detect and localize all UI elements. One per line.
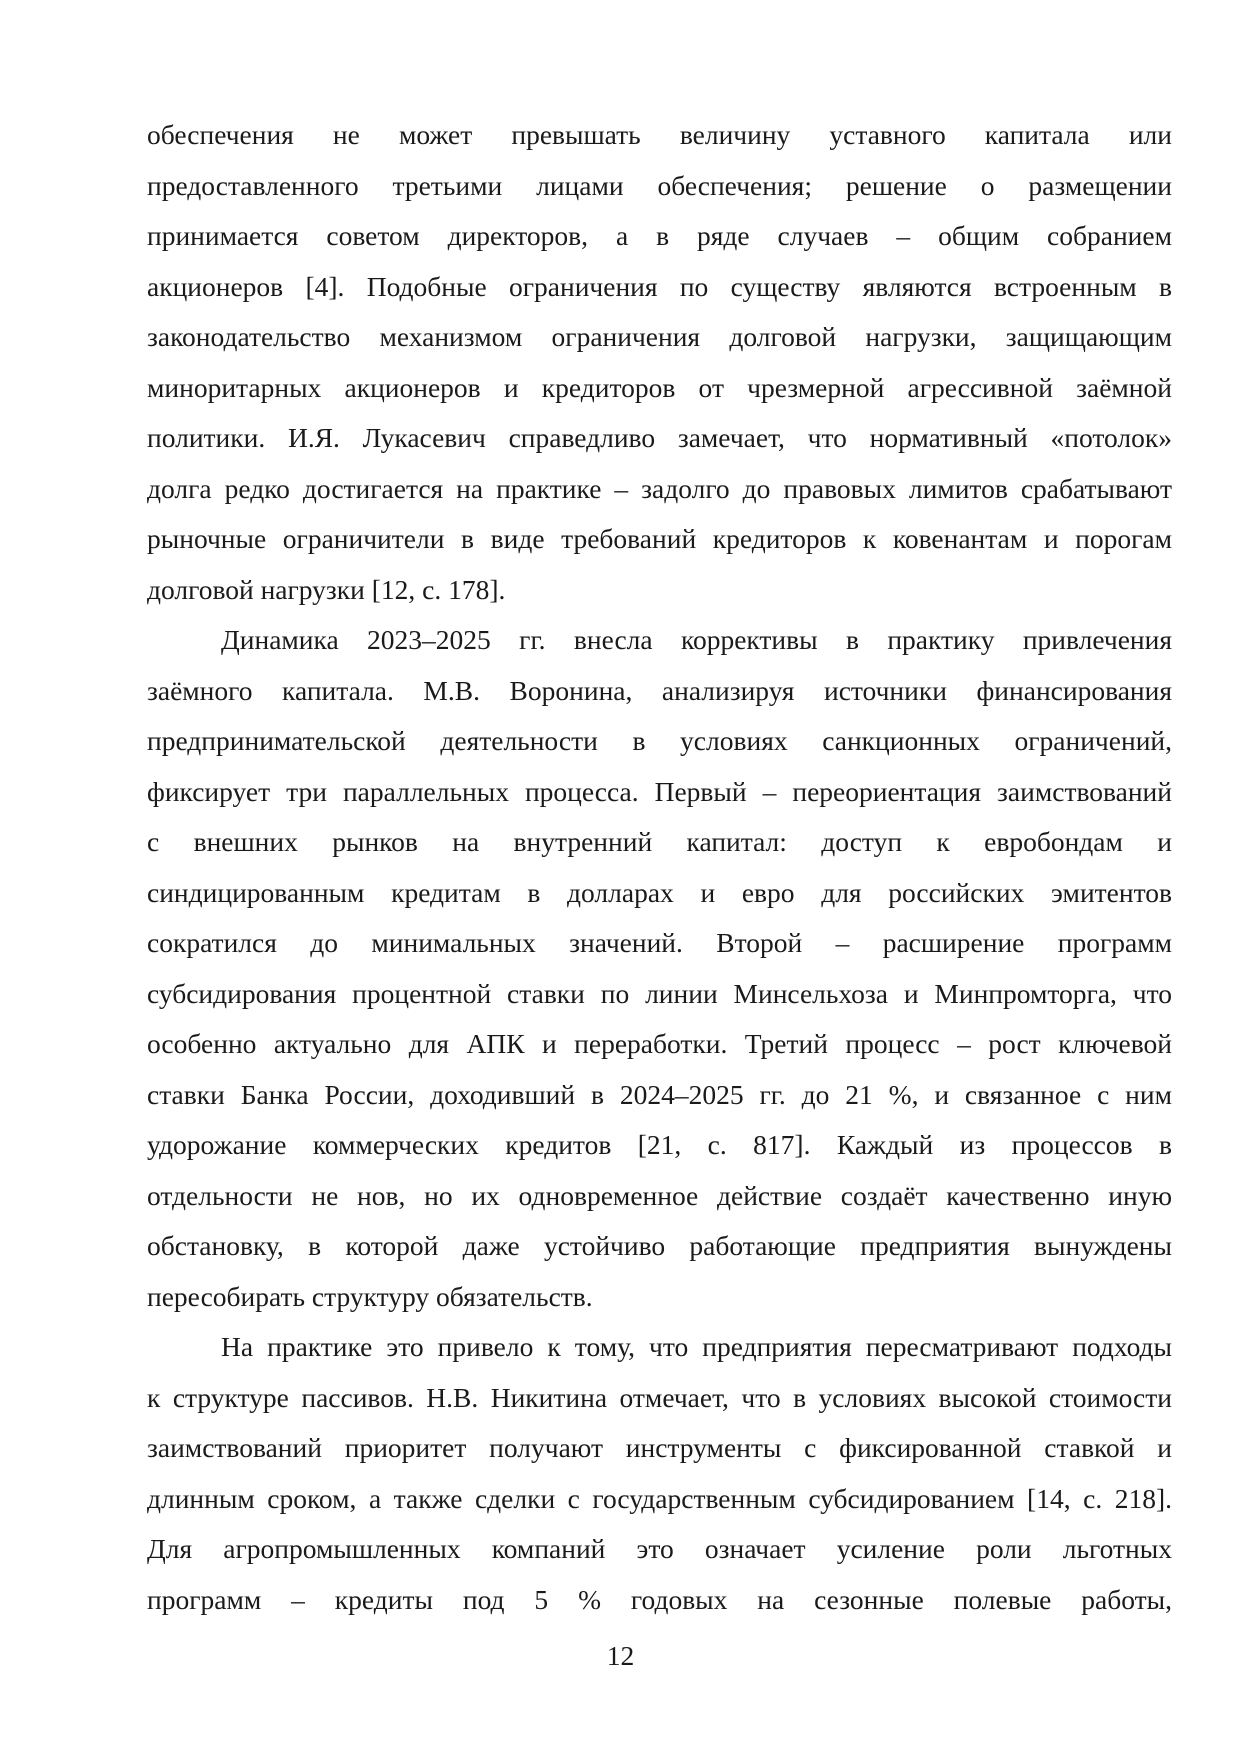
text-line: длинным сроком, а также сделки с государственным субсидированием [14, с. 218]. [147,1482,1172,1514]
text-line: рыночные ограничители в виде требований кредиторов к ковенантам и порогам [147,523,1172,554]
text-line: заимствований приоритет получают инструменты с фиксированной ставкой и [147,1432,1172,1463]
text-line: особенно актуально для АПК и переработки. Третий процесс – рост ключевой [147,1028,1172,1059]
text-line: предпринимательской деятельности в условиях санкционных ограничений, [147,725,1172,756]
text-line: заёмного капитала. М.В. Воронина, анализируя источники финансирования [147,674,1172,706]
text-line: Для агропромышленных компаний это означает усиление роли льготных [147,1533,1172,1564]
text-line: пересобирать структуру обязательств. [147,1280,593,1312]
body-text [147,110,1172,1625]
text-line: законодательство механизмом ограничения долговой нагрузки, защищающим [147,321,1172,352]
text-line: предоставленного третьими лицами обеспечения; решение о размещении [147,169,1172,201]
text-line: обеспечения не может превышать величину уставного капитала или [147,119,1172,150]
text-line: миноритарных акционеров и кредиторов от чрезмерной агрессивной заёмной [147,371,1172,403]
text-line: программ – кредиты под 5 % годовых на сезонные полевые работы, [147,1583,1172,1615]
page-number: 12 [606,1640,635,1671]
text-line: долговой нагрузки [12, с. 178]. [147,573,506,605]
text-line: долга редко достигается на практике – задолго до правовых лимитов срабатывают [147,472,1172,504]
text-line: обстановку, в которой даже устойчиво работающие предприятия вынуждены [147,1230,1172,1261]
text-line: к структуре пассивов. Н.В. Никитина отмечает, что в условиях высокой стоимости [147,1381,1172,1413]
text-line: акционеров [4]. Подобные ограничения по существу являются встроенным в [147,270,1172,302]
text-line: сократился до минимальных значений. Второй – расширение программ [147,927,1172,958]
paragraph-first-line: Динамика 2023–2025 гг. внесла коррективы в практику привлечения [221,624,1172,655]
text-line: ставки Банка России, доходивший в 2024–2025 гг. до 21 %, и связанное с ним [147,1078,1172,1110]
text-line: удорожание коммерческих кредитов [21, с. 817]. Каждый из процессов в [147,1129,1172,1160]
text-line: принимается советом директоров, а в ряде случаев – общим собранием [147,220,1172,251]
paragraph-first-line: На практике это привело к тому, что предприятия пересматривают подходы [221,1331,1172,1362]
text-line: с внешних рынков на внутренний капитал: доступ к евробондам и [147,826,1172,857]
text-line: отдельности не нов, но их одновременное действие создаёт качественно иную [147,1179,1172,1211]
text-line: политики. И.Я. Лукасевич справедливо замечает, что нормативный «потолок» [147,422,1172,453]
text-line: субсидирования процентной ставки по линии Минсельхоза и Минпромторга, что [147,977,1172,1009]
text-line: фиксирует три параллельных процесса. Первый – переориентация заимствований [147,775,1172,807]
text-line: синдицированным кредитам в долларах и евро для российских эмитентов [147,876,1172,908]
